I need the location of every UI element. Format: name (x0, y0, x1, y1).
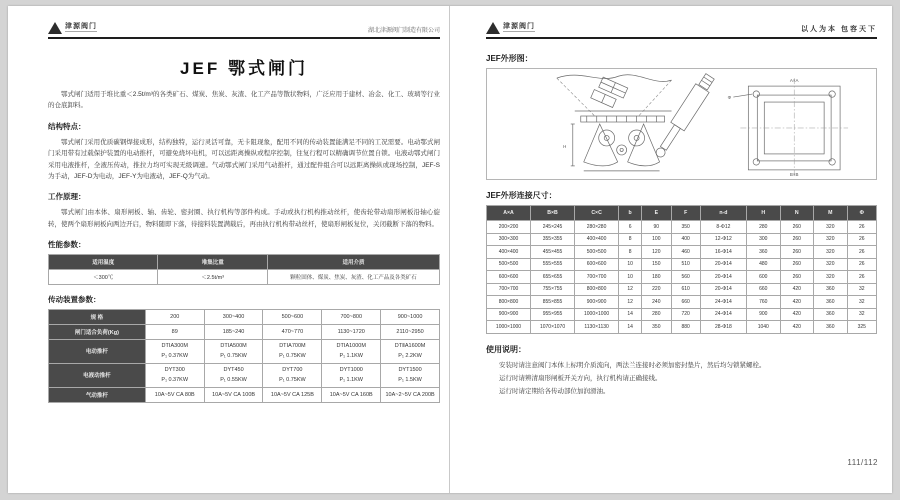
table-cell: 480 (746, 258, 780, 271)
table-cell: DTⅠA300M P₁ 0.37KW (145, 340, 204, 364)
table-cell: 电液动推杆 (49, 363, 146, 387)
table-cell: 900×900 (487, 308, 531, 321)
table-cell: 32 (847, 283, 876, 296)
table-cell: 180 (642, 271, 671, 284)
dimensions-table (486, 205, 877, 334)
brand-logo (486, 22, 535, 34)
table-cell: 420 (780, 283, 814, 296)
table-cell: 420 (780, 296, 814, 309)
section-heading-outline: JEF外形图： (486, 54, 533, 63)
table-cell: 420 (780, 308, 814, 321)
table-row (487, 233, 877, 246)
table-cell: 420 (780, 321, 814, 334)
table-cell: 260 (780, 246, 814, 259)
table-cell: 16-Φ14 (700, 246, 746, 259)
table-cell: 8 (619, 233, 642, 246)
table-cell: 28-Φ18 (700, 321, 746, 334)
table-cell: b (619, 206, 642, 221)
table-cell: 10A~2~5V CA 200B (381, 387, 440, 402)
table-cell: E (642, 206, 671, 221)
header-rule (486, 37, 877, 39)
intro-paragraph: 鄂式闸门适用于堆比重＜2.5t/m³的各类矿石、煤炭、焦炭、灰渣、化工产品等散状物料，广泛应用于建材、冶金、化工、玻璃等行业的仓底卸料。 (48, 91, 440, 110)
table-cell: 660 (671, 296, 700, 309)
table-cell: 32 (847, 296, 876, 309)
table-cell: 20-Φ14 (700, 271, 746, 284)
table-cell: 280×280 (575, 221, 619, 234)
table-row (487, 296, 877, 309)
table-cell: 455×455 (531, 246, 575, 259)
table-cell: 555×555 (531, 258, 575, 271)
table-cell: 260 (780, 221, 814, 234)
table-cell: 适用温度 (49, 255, 158, 270)
logo-subline (65, 31, 97, 34)
table-cell: 2110~2950 (381, 325, 440, 340)
table-cell: 500~600 (263, 310, 322, 325)
outline-drawing (487, 69, 876, 179)
table-cell: 90 (642, 221, 671, 234)
table-row (487, 258, 877, 271)
table-cell: 电动推杆 (49, 340, 146, 364)
table-cell: 245×245 (531, 221, 575, 234)
table-cell: 500×500 (487, 258, 531, 271)
table-cell: M (814, 206, 848, 221)
table-cell: 900~1000 (381, 310, 440, 325)
table-cell: 1000×1000 (487, 321, 531, 334)
table-cell: 气动推杆 (49, 387, 146, 402)
section-heading-usage: 使用说明： (486, 344, 526, 354)
table-cell: 700~800 (322, 310, 381, 325)
table-cell: 185~240 (204, 325, 263, 340)
table-cell: 适用介质 (267, 255, 439, 270)
table-row (49, 387, 440, 402)
table-cell: 24-Φ14 (700, 296, 746, 309)
table-cell: 700×700 (487, 283, 531, 296)
table-cell: 1040 (746, 321, 780, 334)
usage-line: 运行时请定期给各传动部位加润滑油。 (499, 387, 610, 395)
table-cell: 10A~5V CA 160B (322, 387, 381, 402)
table-cell: 260 (780, 271, 814, 284)
performance-table (48, 254, 440, 285)
table-cell: 150 (642, 258, 671, 271)
table-cell: 12-Φ12 (700, 233, 746, 246)
table-cell: DTⅠA1000M P₁ 1.1KW (322, 340, 381, 364)
table-header-row (49, 255, 440, 270)
table-cell: 1130×1130 (575, 321, 619, 334)
table-cell: 800×800 (487, 296, 531, 309)
table-cell: 350 (671, 221, 700, 234)
table-cell: 600×600 (575, 258, 619, 271)
table-cell: 堆集比重 (158, 255, 267, 270)
table-row (487, 221, 877, 234)
table-cell: DTⅠA500M P₁ 0.75KW (204, 340, 263, 364)
table-cell: 360 (814, 321, 848, 334)
usage-line: 安装时请注意阀门本体上标明介质流向，两法兰连接时必须加密封垫片，然后均匀锁紧螺栓。 (499, 361, 766, 369)
dim-label-bolt: Φ (727, 95, 732, 101)
table-row (487, 246, 877, 259)
table-cell: 660 (746, 283, 780, 296)
table-cell: Φ (847, 206, 876, 221)
table-cell: 12 (619, 283, 642, 296)
table-cell: 26 (847, 246, 876, 259)
table-cell: 320 (814, 233, 848, 246)
table-row (487, 271, 877, 284)
structure-paragraph: 鄂式闸门采用优质碳钢焊接成形，结构独特，运行灵活可靠，无卡阻现象，配用不同的传动装置能满足不同的工况需要。电动鄂式闸门采用带有过载保护装置的电动推杆，可避免烧坏电机，可以远距离操纵或程序控制，往复行程可以精确调节位置自锁。电液动鄂式闸门采用电液推杆，全液压传动，推拉力均可实现无级调速。气动鄂式闸门采用气动推杆，通过配件组合可以远距离操纵或现场控制，JEF-S为手动，JEF-D为电动，JEF-Y为电液动，JEF-Q为气动。 (48, 138, 440, 180)
table-cell: ＜2.5t/m³ (158, 270, 267, 285)
logo-name: 津源阀门 (65, 22, 97, 30)
table-cell: 260 (780, 233, 814, 246)
table-cell: 855×855 (531, 296, 575, 309)
table-cell: 400×400 (487, 246, 531, 259)
table-cell: ＜300℃ (49, 270, 158, 285)
table-cell: 510 (671, 258, 700, 271)
section-heading-structure: 结构特点： (48, 121, 86, 131)
table-cell: 280 (746, 221, 780, 234)
table-cell: 360 (814, 283, 848, 296)
table-cell: 600 (746, 271, 780, 284)
table-cell: F (671, 206, 700, 221)
transmission-table (48, 309, 440, 403)
table-cell: DTⅠA700M P₁ 0.75KW (263, 340, 322, 364)
table-cell: DYT300 P₁ 0.37KW (145, 363, 204, 387)
table-cell: 26 (847, 233, 876, 246)
table-cell: 470~770 (263, 325, 322, 340)
right-page-header (486, 15, 877, 34)
logo-text-block (65, 23, 97, 35)
table-cell: 14 (619, 308, 642, 321)
table-cell: H (746, 206, 780, 221)
table-cell: 300~400 (204, 310, 263, 325)
table-cell: 700×700 (575, 271, 619, 284)
left-page-header (48, 15, 440, 34)
page-number: 111/112 (847, 458, 878, 467)
table-cell: 880 (671, 321, 700, 334)
table-cell: 14 (619, 321, 642, 334)
table-cell: 320 (814, 221, 848, 234)
table-cell: DYT450 P₁ 0.55KW (204, 363, 263, 387)
table-cell: 610 (671, 283, 700, 296)
table-cell: 20-Φ14 (700, 283, 746, 296)
principle-paragraph: 鄂式闸门由本体、扇形闸板、轴、齿轮、密封圈、执行机构等部件构成。手动或执行机构推动丝杆，使齿轮带动扇形闸板沿轴心旋转，使两个扇形闸板向两边开启，物料随即下落，待接料装置满载后，再由执行机构带动丝杆，使扇形闸板复位，关闭截断下落的物料。 (48, 209, 440, 228)
table-cell: DYT1500 P₁ 1.5KW (381, 363, 440, 387)
table-cell: DYT700 P₁ 0.75KW (263, 363, 322, 387)
table-cell: 32 (847, 308, 876, 321)
table-cell: 460 (671, 246, 700, 259)
table-cell: 350 (642, 321, 671, 334)
table-cell: 10A~5V CA 80B (145, 387, 204, 402)
page-right (450, 6, 892, 493)
table-cell: 1070×1070 (531, 321, 575, 334)
table-cell: 8-Φ12 (700, 221, 746, 234)
table-cell: 240 (642, 296, 671, 309)
table-row (487, 321, 877, 334)
table-cell: 10A~5V CA 125B (263, 387, 322, 402)
table-cell: 1130~1720 (322, 325, 381, 340)
logo-subline (503, 31, 535, 34)
table-cell: 300 (746, 233, 780, 246)
company-name: 湖北津源阀门制造有限公司 (367, 28, 440, 34)
table-cell: 12 (619, 296, 642, 309)
table-row (49, 310, 440, 325)
table-header-row (487, 206, 877, 221)
table-cell: 闸门适合负荷(Kg) (49, 325, 146, 340)
table-row (49, 325, 440, 340)
usage-line: 运行时请辨清扇形闸板开关方向，执行机构请正确接线。 (499, 374, 662, 382)
section-heading-transmission: 传动装置参数： (48, 295, 101, 304)
section-heading-principle: 工作原理： (48, 192, 86, 202)
table-cell: 200×200 (487, 221, 531, 234)
triangle-logo-icon (486, 22, 500, 34)
table-cell: 360 (814, 308, 848, 321)
dim-label-height: H (563, 143, 567, 149)
table-row (49, 270, 440, 285)
table-cell: 900 (746, 308, 780, 321)
table-cell: C×C (575, 206, 619, 221)
section-heading-dims: JEF外形连接尺寸： (486, 191, 557, 200)
table-row (487, 308, 877, 321)
catalog-spread (8, 6, 892, 493)
table-cell: 500×500 (575, 246, 619, 259)
table-cell: 800×800 (575, 283, 619, 296)
table-cell: 规 格 (49, 310, 146, 325)
table-cell: 720 (671, 308, 700, 321)
dim-label-axa: A×A (789, 78, 799, 84)
table-cell: 8 (619, 246, 642, 259)
table-cell: n-d (700, 206, 746, 221)
table-cell: 26 (847, 221, 876, 234)
table-cell: 760 (746, 296, 780, 309)
table-cell: 325 (847, 321, 876, 334)
table-cell: 10A~5V CA 100B (204, 387, 263, 402)
table-cell: 355×355 (531, 233, 575, 246)
brand-logo (48, 22, 97, 34)
table-cell: A×A (487, 206, 531, 221)
table-cell: 320 (814, 258, 848, 271)
table-cell: 100 (642, 233, 671, 246)
table-cell: 600×600 (487, 271, 531, 284)
table-cell: 颗粒固体、煤炭、焦炭、灰渣、化工产品及各类矿石 (267, 270, 439, 285)
table-cell: 400×400 (575, 233, 619, 246)
usage-lines (486, 359, 877, 398)
logo-name: 津源阀门 (503, 22, 535, 30)
table-cell: 10 (619, 258, 642, 271)
table-cell: 300×300 (487, 233, 531, 246)
table-cell: 220 (642, 283, 671, 296)
table-cell: B×B (531, 206, 575, 221)
table-cell: DTⅡA1600M P₁ 2.2KW (381, 340, 440, 364)
header-rule (48, 37, 440, 39)
table-row (487, 283, 877, 296)
table-cell: DYT1000 P₁ 1.1KW (322, 363, 381, 387)
table-cell: 560 (671, 271, 700, 284)
triangle-logo-icon (48, 22, 62, 34)
table-cell: 10 (619, 271, 642, 284)
table-cell: 89 (145, 325, 204, 340)
section-heading-performance: 性能参数： (48, 240, 86, 249)
table-cell: 280 (642, 308, 671, 321)
table-cell: 320 (814, 271, 848, 284)
page-title: JEF 鄂式闸门 (180, 59, 308, 78)
table-cell: 1000×1000 (575, 308, 619, 321)
table-cell: 900×900 (575, 296, 619, 309)
table-cell: 400 (671, 233, 700, 246)
table-cell: 360 (814, 296, 848, 309)
dim-label-bxb: B×B (789, 171, 799, 177)
table-cell: 24-Φ14 (700, 308, 746, 321)
table-cell: 360 (746, 246, 780, 259)
logo-text-block (503, 23, 535, 35)
header-slogan: 以人为本 包容天下 (801, 26, 877, 33)
table-cell: N (780, 206, 814, 221)
table-cell: 26 (847, 271, 876, 284)
table-cell: 320 (814, 246, 848, 259)
table-cell: 260 (780, 258, 814, 271)
table-cell: 655×655 (531, 271, 575, 284)
outline-drawing-box (486, 68, 877, 180)
table-cell: 755×755 (531, 283, 575, 296)
table-row (49, 340, 440, 364)
table-cell: 120 (642, 246, 671, 259)
table-cell: 200 (145, 310, 204, 325)
page-left (8, 6, 450, 493)
table-cell: 6 (619, 221, 642, 234)
table-cell: 26 (847, 258, 876, 271)
table-row (49, 363, 440, 387)
table-cell: 955×955 (531, 308, 575, 321)
table-cell: 20-Φ14 (700, 258, 746, 271)
